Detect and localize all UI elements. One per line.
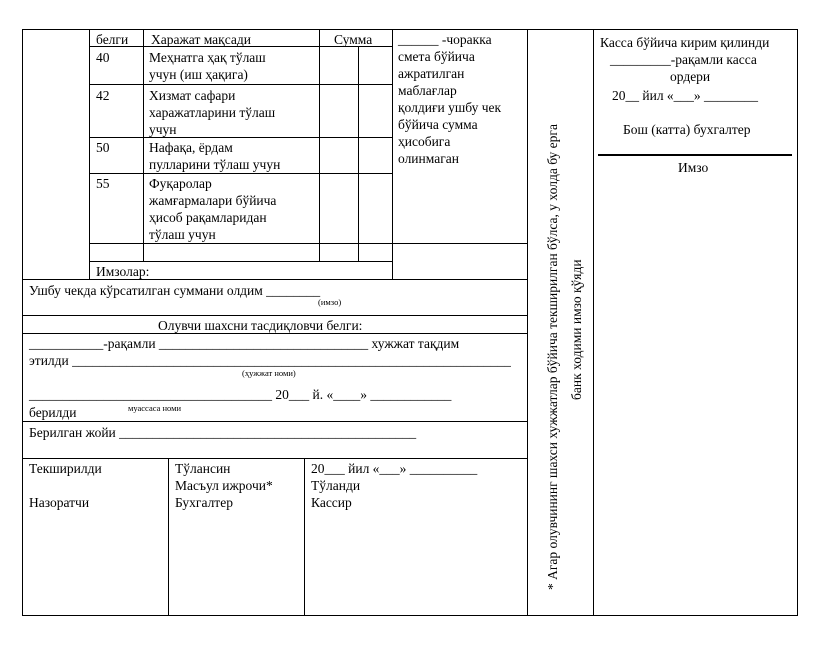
table-row-line-1 [89, 84, 392, 85]
table-row-code: 42 [96, 88, 110, 103]
table-header-purpose: Харажат мақсади [151, 32, 251, 47]
bottom-divider-2 [304, 458, 305, 615]
document-name-caption: (ҳужжат номи) [242, 368, 296, 378]
payment-date-line: 20___ йил «___» __________ [311, 461, 478, 476]
table-row-purpose-line: жамғармалари бўйича [149, 193, 277, 208]
table-row-purpose-line: пулларини тўлаш учун [149, 157, 281, 172]
received-statement: Ушбу чекда кўрсатилган суммани олдим ________ [29, 283, 321, 298]
table-row-purpose-line: тўлаш учун [149, 227, 216, 242]
quarter-note-line: ажратилган [398, 66, 465, 81]
table-row-purpose-line: харажатларини тўлаш [149, 105, 276, 120]
table-row-line-4 [89, 243, 392, 244]
quarter-note-line: смета бўйича [398, 49, 475, 64]
signature-line [598, 154, 792, 156]
quarter-note-line: бўйича сумма [398, 117, 478, 132]
quarter-note-line: олинмаган [398, 151, 459, 166]
vertical-note-line: * Агар олувчининг шахси хужжатлар бўйича текширилган бўлса, у холда бу ерга [545, 124, 560, 590]
table-header-code: белги [96, 32, 129, 47]
table-row-purpose-line: Хизмат сафари [149, 88, 236, 103]
identity-title: Олувчи шахсни тасдиқловчи белги: [158, 318, 363, 333]
table-row-purpose-line: Меҳнатга ҳақ тўлаш [149, 50, 266, 65]
table-row-line-2 [89, 137, 392, 138]
table-col-code-divider [143, 29, 144, 262]
cash-order-label: ордери [670, 69, 711, 84]
table-row-purpose-line: Нафақа, ёрдам [149, 140, 233, 155]
quarter-note-bottom-line [392, 243, 527, 244]
cash-signature-label: Имзо [678, 160, 709, 175]
cashier-label: Кассир [311, 495, 352, 510]
identity-date-line: ____________________________________ 20___ й. «____» ____________ [29, 387, 452, 402]
issue-place-line: Берилган жойи ____________________________________________ [29, 425, 417, 440]
quarter-note-line: маблағлар [398, 83, 457, 98]
frame-left-border [22, 29, 23, 615]
checked-label: Текширилди [29, 461, 102, 476]
table-col-purpose-divider [319, 29, 320, 262]
table-col-sum-divider [358, 46, 359, 262]
vertical-note-line: банк ходими имзо қўяди [569, 259, 584, 400]
responsible-label: Масъул ижрочи* [175, 478, 273, 493]
identity-presented-line: этилди _________________________________________________________________ [29, 353, 511, 368]
bottom-section-top-line [22, 458, 527, 459]
table-header-sum: Сумма [334, 32, 373, 47]
cash-income-line: Касса бўйича кирим қилинди [600, 35, 770, 50]
place-top-line [22, 421, 527, 422]
table-row-code: 40 [96, 50, 110, 65]
bottom-divider-1 [168, 458, 169, 615]
issued-label: берилди [29, 405, 77, 420]
cash-date-line: 20__ йил «___» ________ [612, 88, 759, 103]
table-left-border [89, 29, 90, 279]
quarter-note-line: ҳисобига [398, 134, 451, 149]
table-row-purpose-line: учун [149, 122, 177, 137]
organization-caption: муассаса номи [128, 403, 182, 413]
frame-bottom-border [22, 615, 798, 616]
frame-right-border [797, 29, 798, 615]
quarter-note-line: ______ -чоракка [398, 32, 492, 47]
identity-document-line: ___________-рақамли _______________________________ хужжат тақдим [29, 336, 460, 351]
table-row-code: 55 [96, 176, 110, 191]
divider-cash-section-left [593, 29, 594, 615]
pay-label: Тўлансин [175, 461, 231, 476]
table-row-line-5 [89, 261, 392, 262]
table-row-purpose-line: учун (иш ҳақига) [149, 67, 248, 82]
identity-top-line [22, 315, 527, 316]
quarter-note-line: қолдиғи ушбу чек [398, 100, 502, 115]
accountant-label: Бухгалтер [175, 495, 233, 510]
signatures-label: Имзолар: [96, 264, 150, 279]
table-row-code: 50 [96, 140, 110, 155]
signature-caption: (имзо) [318, 297, 342, 307]
table-row-purpose-line: Фуқаролар [149, 176, 212, 191]
divider-vertical-note-left [527, 29, 528, 615]
cash-order-number-line: _________-рақамли касса [610, 52, 757, 67]
frame-top-border [22, 29, 798, 30]
chief-accountant-label: Бош (катта) бухгалтер [623, 122, 751, 137]
table-col-sum-right [392, 29, 393, 279]
paid-label: Тўланди [311, 478, 361, 493]
table-row-line-3 [89, 173, 392, 174]
table-row-purpose-line: ҳисоб рақамларидан [149, 210, 267, 225]
controller-label: Назоратчи [29, 495, 90, 510]
